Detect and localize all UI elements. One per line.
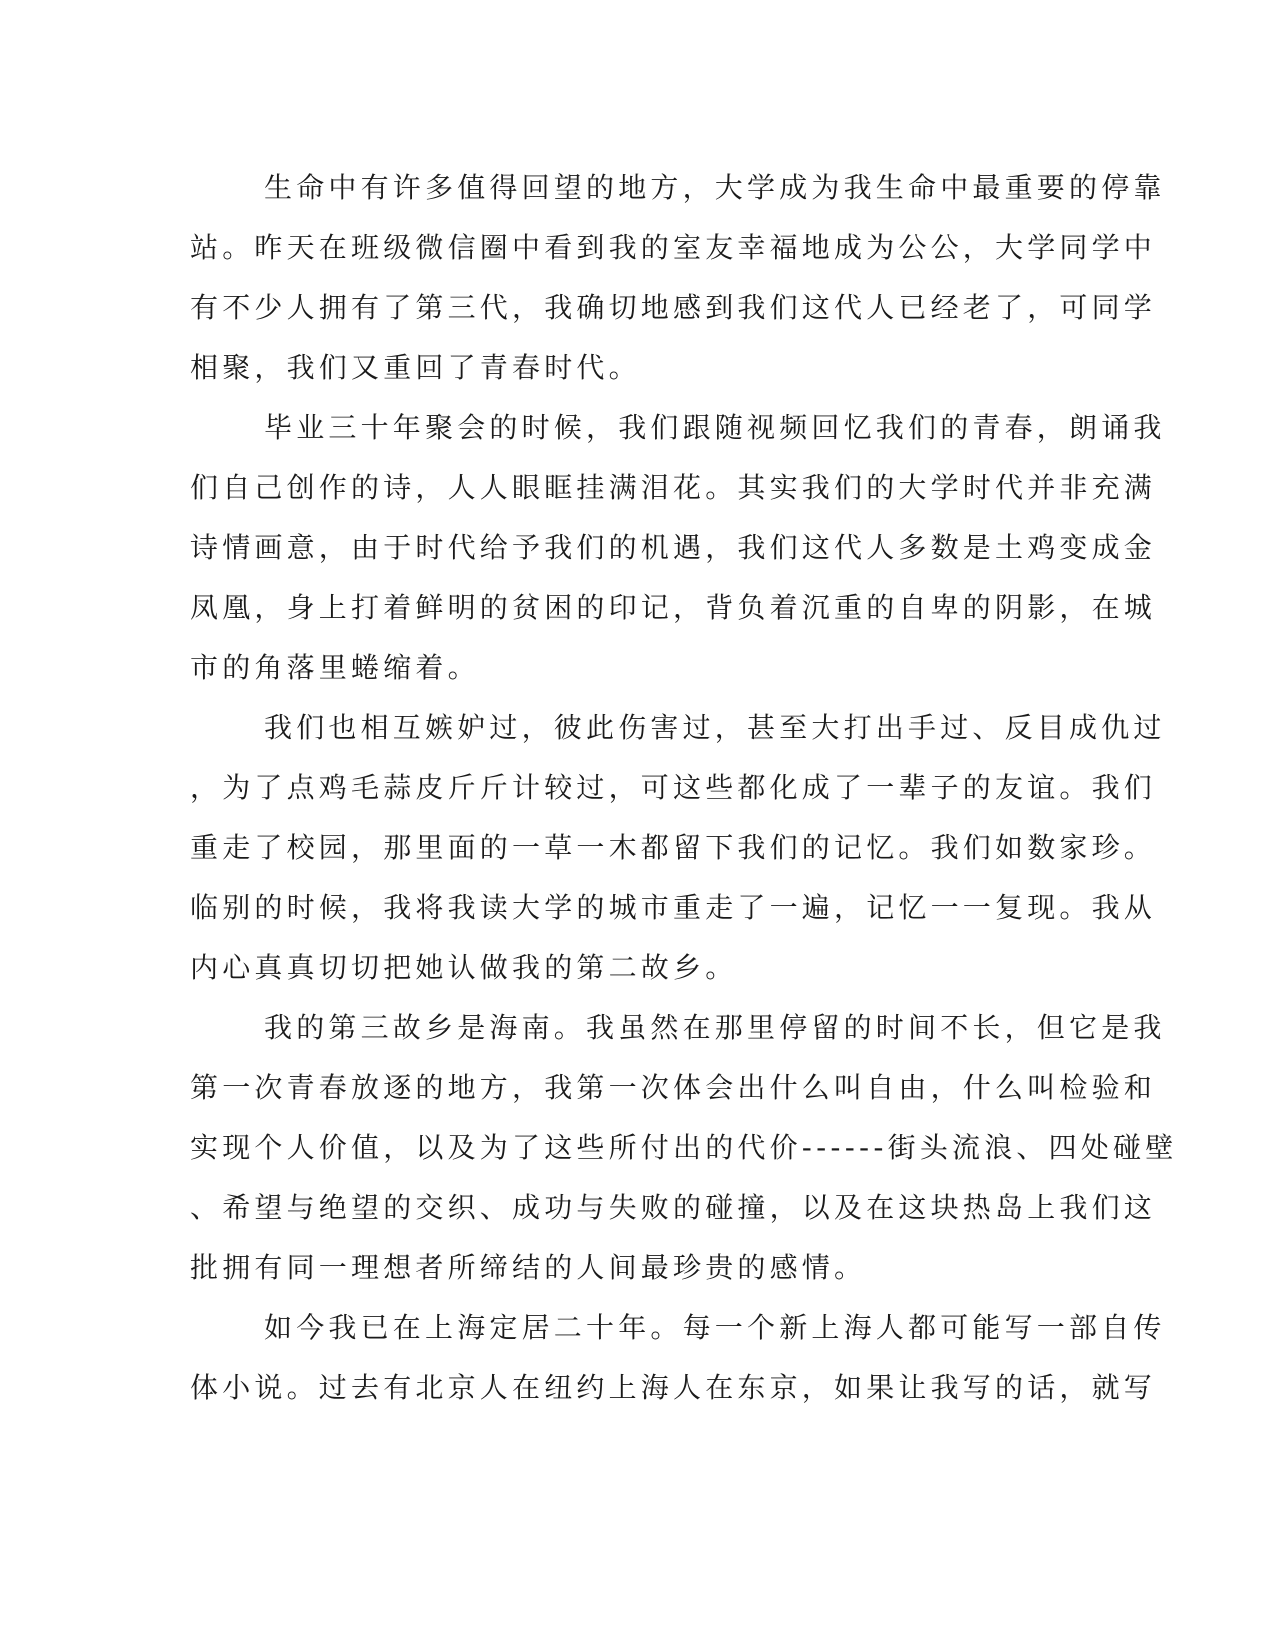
text-line: 、希望与绝望的交织、成功与失败的碰撞，以及在这块热岛上我们这 — [190, 1191, 1157, 1224]
text-line: 如今我已在上海定居二十年。每一个新上海人都可能写一部自传 — [264, 1311, 1166, 1344]
text-line: 站。昨天在班级微信圈中看到我的室友幸福地成为公公，大学同学中 — [190, 231, 1157, 264]
text-line: 凤凰，身上打着鲜明的贫困的印记，背负着沉重的自卑的阴影，在城 — [190, 591, 1157, 624]
text-line: 我们也相互嫉妒过，彼此伤害过，甚至大打出手过、反目成仇过 — [264, 711, 1166, 744]
text-line: 重走了校园，那里面的一草一木都留下我们的记忆。我们如数家珍。 — [190, 831, 1157, 864]
text-line: 临别的时候，我将我读大学的城市重走了一遍，记忆一一复现。我从 — [190, 891, 1157, 924]
document-body — [190, 158, 1178, 1418]
text-line: 有不少人拥有了第三代，我确切地感到我们这代人已经老了，可同学 — [190, 291, 1157, 324]
text-line: 体小说。过去有北京人在纽约上海人在东京，如果让我写的话，就写 — [190, 1371, 1157, 1404]
text-line: 我的第三故乡是海南。我虽然在那里停留的时间不长，但它是我 — [264, 1011, 1166, 1044]
text-line: 实现个人价值，以及为了这些所付出的代价------街头流浪、四处碰壁 — [190, 1131, 1178, 1164]
text-line: 诗情画意，由于时代给予我们的机遇，我们这代人多数是土鸡变成金 — [190, 531, 1157, 564]
paragraph-3 — [190, 698, 1166, 998]
paragraph-2 — [190, 398, 1166, 698]
paragraph-5 — [190, 1298, 1166, 1418]
paragraph-4 — [190, 998, 1178, 1298]
text-line: ，为了点鸡毛蒜皮斤斤计较过，可这些都化成了一辈子的友谊。我们 — [190, 771, 1157, 804]
text-line: 毕业三十年聚会的时候，我们跟随视频回忆我们的青春，朗诵我 — [264, 411, 1166, 444]
paragraph-1 — [190, 158, 1166, 398]
text-line: 市的角落里蜷缩着。 — [190, 651, 480, 684]
text-line: 批拥有同一理想者所缔结的人间最珍贵的感情。 — [190, 1251, 867, 1284]
text-line: 相聚，我们又重回了青春时代。 — [190, 351, 641, 384]
text-line: 们自己创作的诗，人人眼眶挂满泪花。其实我们的大学时代并非充满 — [190, 471, 1157, 504]
text-line: 第一次青春放逐的地方，我第一次体会出什么叫自由，什么叫检验和 — [190, 1071, 1157, 1104]
text-line: 生命中有许多值得回望的地方，大学成为我生命中最重要的停靠 — [264, 171, 1166, 204]
text-line: 内心真真切切把她认做我的第二故乡。 — [190, 951, 738, 984]
